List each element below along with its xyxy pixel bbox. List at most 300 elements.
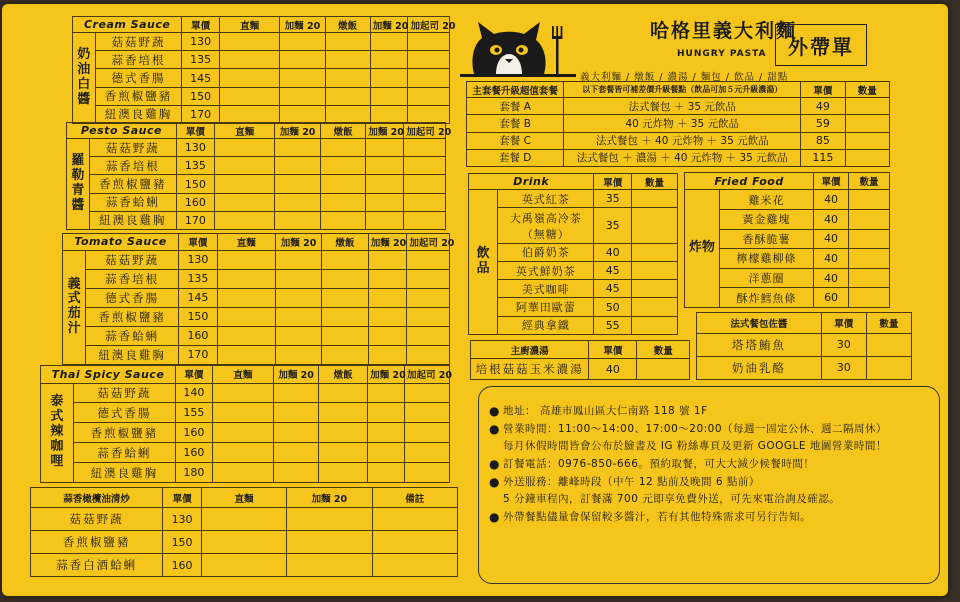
order-qty-cell[interactable]	[366, 193, 404, 211]
order-qty-cell[interactable]	[212, 443, 273, 463]
order-cell[interactable]	[201, 531, 286, 554]
order-cell[interactable]	[845, 115, 889, 132]
order-qty-cell[interactable]	[214, 211, 275, 229]
order-qty-cell[interactable]	[275, 139, 320, 157]
table-row	[41, 423, 450, 443]
item-price: 40	[594, 243, 632, 261]
item-price: 40	[814, 268, 849, 288]
item-price: 160	[176, 193, 214, 211]
order-qty-cell[interactable]	[404, 383, 449, 403]
order-cell[interactable]	[848, 190, 889, 210]
order-qty-cell[interactable]	[322, 269, 368, 288]
header-plain_add: 加麵 20	[275, 123, 320, 139]
item-name: 蒜香培根	[95, 51, 182, 69]
bullet-icon: ●	[489, 404, 500, 418]
order-qty-cell[interactable]	[322, 250, 368, 269]
item-price: 115	[801, 149, 845, 166]
pesto-sauce-name: Pesto Sauce	[67, 123, 177, 139]
sets-title: 主套餐升級超值套餐	[467, 82, 564, 98]
header-price: 單價	[175, 366, 212, 384]
order-qty-cell[interactable]	[220, 51, 280, 69]
order-qty-cell[interactable]	[320, 139, 365, 157]
order-qty-cell[interactable]	[319, 403, 368, 423]
set-name: 套餐 C	[467, 132, 564, 149]
order-qty-cell[interactable]	[319, 443, 368, 463]
header-risotto: 燉飯	[325, 17, 370, 33]
info-text: 外送服務：離峰時段（中午 12 點前及晚間 6 點前）	[503, 475, 760, 488]
header-qty: 數量	[848, 173, 889, 190]
item-name: 伯爵奶茶	[498, 243, 594, 261]
order-qty-cell[interactable]	[407, 345, 450, 364]
note-cell[interactable]	[372, 508, 457, 531]
order-cell[interactable]	[632, 208, 678, 243]
order-qty-cell[interactable]	[368, 423, 405, 443]
table-row	[31, 554, 458, 577]
item-price: 135	[182, 51, 220, 69]
thai-table-grid	[40, 365, 450, 483]
item-name: 紐澳良雞胸	[86, 345, 179, 364]
item-price: 40	[814, 249, 849, 269]
header-risotto_add: 加麵 20	[366, 123, 404, 139]
order-qty-cell[interactable]	[404, 211, 446, 229]
order-cell[interactable]	[848, 249, 889, 269]
table-row	[63, 250, 450, 269]
item-name: 阿華田歐蕾	[498, 298, 594, 316]
order-qty-cell[interactable]	[408, 87, 450, 105]
order-qty-cell[interactable]	[407, 269, 450, 288]
header-risotto_add: 加麵 20	[368, 234, 407, 251]
order-qty-cell[interactable]	[275, 175, 320, 193]
order-cell[interactable]	[632, 298, 678, 316]
order-qty-cell[interactable]	[404, 423, 449, 443]
item-price: 35	[594, 208, 632, 243]
table-row	[67, 193, 446, 211]
item-price: 180	[175, 463, 212, 483]
info-text: 地址： 高雄市鳳山區大仁南路 118 號 1F	[503, 405, 708, 417]
order-qty-cell[interactable]	[404, 463, 449, 483]
order-cell[interactable]	[637, 359, 690, 380]
order-qty-cell[interactable]	[368, 326, 407, 345]
thai-side-label: 泰式辣咖哩	[41, 383, 74, 482]
order-qty-cell[interactable]	[319, 383, 368, 403]
order-cell[interactable]	[632, 261, 678, 279]
order-qty-cell[interactable]	[280, 105, 325, 123]
fried-food-table	[684, 172, 890, 308]
item-price: 150	[179, 307, 218, 326]
order-qty-cell[interactable]	[220, 33, 280, 51]
order-qty-cell[interactable]	[368, 443, 405, 463]
order-qty-cell[interactable]	[320, 193, 365, 211]
order-qty-cell[interactable]	[368, 403, 405, 423]
cream-sauce-table	[72, 16, 456, 124]
order-cell[interactable]	[632, 280, 678, 298]
item-price: 160	[179, 326, 218, 345]
item-name: 香煎椒鹽豬	[95, 87, 182, 105]
cream-sauce-name: Cream Sauce	[73, 17, 182, 33]
table-row	[469, 280, 678, 298]
item-name: 紐澳良雞胸	[89, 211, 176, 229]
item-name: 塔塔鮪魚	[697, 333, 822, 356]
item-name: 菇菇野蔬	[89, 139, 176, 157]
order-qty-cell[interactable]	[325, 33, 370, 51]
order-qty-cell[interactable]	[370, 69, 408, 87]
info-line	[489, 493, 929, 506]
item-price: 30	[821, 333, 866, 356]
order-qty-cell[interactable]	[320, 211, 365, 229]
table-row	[63, 326, 450, 345]
order-qty-cell[interactable]	[212, 463, 273, 483]
item-name: 英式鮮奶茶	[498, 261, 594, 279]
item-name: 蒜香蛤蜊	[86, 326, 179, 345]
order-qty-cell[interactable]	[275, 326, 321, 345]
aglio-table-grid	[30, 487, 458, 577]
order-qty-cell[interactable]	[368, 250, 407, 269]
drink-table-grid	[468, 173, 678, 335]
item-name: 香酥脆薯	[719, 229, 813, 249]
order-qty-cell[interactable]	[280, 87, 325, 105]
item-name: 香煎椒鹽豬	[86, 307, 179, 326]
order-qty-cell[interactable]	[274, 423, 319, 443]
table-row	[73, 69, 450, 87]
order-qty-cell[interactable]	[217, 288, 275, 307]
store-info-box	[478, 386, 940, 584]
item-name: 香煎椒鹽豬	[73, 423, 175, 443]
info-text: 營業時間：11:00～14:00、17:00～20:00（每週一固定公休、週二隔周休）	[503, 422, 888, 435]
order-cell[interactable]	[201, 508, 286, 531]
order-qty-cell[interactable]	[322, 345, 368, 364]
header-plain: 直麵	[220, 17, 280, 33]
order-qty-cell[interactable]	[407, 326, 450, 345]
order-qty-cell[interactable]	[280, 33, 325, 51]
order-qty-cell[interactable]	[370, 51, 408, 69]
order-qty-cell[interactable]	[404, 139, 446, 157]
order-qty-cell[interactable]	[322, 326, 368, 345]
tomato-table-grid	[62, 233, 455, 365]
order-qty-cell[interactable]	[407, 288, 450, 307]
item-price: 170	[182, 105, 220, 123]
bullet-icon: ●	[489, 474, 500, 489]
item-price: 160	[175, 443, 212, 463]
item-price: 130	[176, 139, 214, 157]
item-name: 紐澳良雞胸	[95, 105, 182, 123]
item-price: 145	[179, 288, 218, 307]
header-risotto: 燉飯	[322, 234, 368, 251]
order-qty-cell[interactable]	[217, 326, 275, 345]
info-line	[489, 423, 929, 436]
order-qty-cell[interactable]	[404, 403, 449, 423]
table-row	[73, 33, 450, 51]
order-cell[interactable]	[845, 98, 889, 115]
item-name: 蒜香培根	[86, 269, 179, 288]
header-plain: 直麵	[201, 488, 286, 508]
order-qty-cell[interactable]	[217, 250, 275, 269]
bread-name: 法式餐包佐醬	[697, 313, 822, 334]
table-row	[469, 298, 678, 316]
order-qty-cell[interactable]	[217, 345, 275, 364]
table-row	[67, 139, 446, 157]
drink-side-label: 飲品	[469, 190, 498, 335]
header-plain: 直麵	[212, 366, 273, 384]
order-cell[interactable]	[845, 149, 889, 166]
order-qty-cell[interactable]	[275, 250, 321, 269]
order-qty-cell[interactable]	[408, 69, 450, 87]
order-qty-cell[interactable]	[275, 157, 320, 175]
table-row	[467, 98, 890, 115]
order-qty-cell[interactable]	[212, 383, 273, 403]
header-cheese_add: 加起司 20	[404, 123, 446, 139]
order-qty-cell[interactable]	[274, 383, 319, 403]
set-name: 套餐 A	[467, 98, 564, 115]
order-qty-cell[interactable]	[404, 443, 449, 463]
header-cheese_add: 加起司 20	[404, 366, 449, 384]
order-qty-cell[interactable]	[370, 33, 408, 51]
sets-desc: 以下套餐皆可補差價升級餐點（飲品可加５元升級濃湯）	[564, 82, 801, 98]
order-qty-cell[interactable]	[275, 269, 321, 288]
order-qty-cell[interactable]	[404, 193, 446, 211]
table-row	[469, 316, 678, 334]
header-note: 備註	[372, 488, 457, 508]
pesto-sauce-table	[66, 122, 452, 230]
table-row	[67, 157, 446, 175]
item-price: 145	[182, 69, 220, 87]
cream-side-label: 奶油白醬	[73, 33, 96, 124]
item-price: 170	[176, 211, 214, 229]
item-name: 紐澳良雞胸	[73, 463, 175, 483]
order-qty-cell[interactable]	[368, 345, 407, 364]
order-qty-cell[interactable]	[366, 175, 404, 193]
table-row	[31, 531, 458, 554]
table-row	[73, 51, 450, 69]
order-qty-cell[interactable]	[408, 51, 450, 69]
fried-name: Fried Food	[685, 173, 814, 190]
pesto-side-label: 羅勒青醬	[67, 139, 90, 230]
table-row	[63, 288, 450, 307]
order-cell[interactable]	[287, 531, 372, 554]
item-price: 135	[176, 157, 214, 175]
info-line	[489, 511, 929, 524]
item-price: 85	[801, 132, 845, 149]
aglio-olio-table	[30, 487, 458, 577]
order-cell[interactable]	[866, 356, 911, 379]
order-cell[interactable]	[845, 132, 889, 149]
order-qty-cell[interactable]	[280, 51, 325, 69]
info-text: 5 分鐘車程內，訂餐滿 700 元即享免費外送，可先來電洽詢及確認。	[503, 493, 841, 506]
order-qty-cell[interactable]	[368, 269, 407, 288]
order-qty-cell[interactable]	[322, 288, 368, 307]
set-desc: 法式餐包 ＋ 濃湯 ＋ 40 元炸物 ＋ 35 元飲品	[564, 149, 801, 166]
order-qty-cell[interactable]	[407, 307, 450, 326]
header-qty: 數量	[637, 341, 690, 359]
table-row	[63, 307, 450, 326]
item-name: 洋蔥圈	[719, 268, 813, 288]
note-cell[interactable]	[372, 554, 457, 577]
set-meal-table	[466, 81, 890, 167]
soup-table-grid	[470, 340, 690, 380]
order-qty-cell[interactable]	[325, 87, 370, 105]
order-qty-cell[interactable]	[407, 250, 450, 269]
order-qty-cell[interactable]	[325, 69, 370, 87]
set-name: 套餐 B	[467, 115, 564, 132]
item-price: 40	[814, 190, 849, 210]
header-price: 單價	[821, 313, 866, 334]
order-qty-cell[interactable]	[368, 463, 405, 483]
order-qty-cell[interactable]	[214, 139, 275, 157]
item-price: 55	[594, 316, 632, 334]
order-qty-cell[interactable]	[325, 51, 370, 69]
item-price: 35	[594, 190, 632, 208]
item-name: 蒜香蛤蜊	[73, 443, 175, 463]
order-qty-cell[interactable]	[404, 175, 446, 193]
header-qty: 數量	[866, 313, 911, 334]
order-qty-cell[interactable]	[319, 423, 368, 443]
header-qty: 數量	[632, 174, 678, 190]
order-qty-cell[interactable]	[366, 157, 404, 175]
order-qty-cell[interactable]	[368, 288, 407, 307]
item-name: 菇菇野蔬	[31, 508, 163, 531]
order-qty-cell[interactable]	[275, 345, 321, 364]
table-row	[41, 383, 450, 403]
item-name: 菇菇野蔬	[86, 250, 179, 269]
tomato-sauce-table	[62, 233, 455, 365]
order-qty-cell[interactable]	[408, 33, 450, 51]
header-price: 單價	[182, 17, 220, 33]
order-cell[interactable]	[287, 554, 372, 577]
item-name: 美式咖啡	[498, 280, 594, 298]
order-qty-cell[interactable]	[322, 307, 368, 326]
cat-logo-icon	[460, 18, 576, 80]
item-price: 150	[176, 175, 214, 193]
item-name: 德式香腸	[86, 288, 179, 307]
item-price: 155	[175, 403, 212, 423]
order-qty-cell[interactable]	[217, 269, 275, 288]
order-cell[interactable]	[848, 288, 889, 308]
order-qty-cell[interactable]	[275, 211, 320, 229]
order-qty-cell[interactable]	[408, 105, 450, 123]
order-qty-cell[interactable]	[214, 157, 275, 175]
order-qty-cell[interactable]	[220, 87, 280, 105]
soup-name: 主廚濃湯	[471, 341, 589, 359]
order-qty-cell[interactable]	[370, 87, 408, 105]
item-name: 菇菇野蔬	[95, 33, 182, 51]
header-price: 單價	[814, 173, 849, 190]
bullet-icon: ●	[489, 421, 500, 436]
item-name: 香煎椒鹽豬	[89, 175, 176, 193]
order-qty-cell[interactable]	[325, 105, 370, 123]
order-cell[interactable]	[632, 190, 678, 208]
order-qty-cell[interactable]	[214, 175, 275, 193]
info-text: 外帶餐點儘量會保留較多醬汁，若有其他特殊需求可另行告知。	[503, 510, 811, 523]
item-name: 蒜香白酒蛤蜊	[31, 554, 163, 577]
item-price: 45	[594, 261, 632, 279]
order-qty-cell[interactable]	[404, 157, 446, 175]
order-qty-cell[interactable]	[370, 105, 408, 123]
order-qty-cell[interactable]	[275, 288, 321, 307]
set-desc: 40 元炸物 ＋ 35 元飲品	[564, 115, 801, 132]
info-text: 訂餐電話：0976-850-666。預約取餐，可大大減少候餐時間！	[503, 457, 815, 470]
menu-paper	[2, 4, 948, 596]
cream-table-grid	[72, 16, 456, 124]
order-qty-cell[interactable]	[280, 69, 325, 87]
order-qty-cell[interactable]	[320, 175, 365, 193]
order-qty-cell[interactable]	[366, 139, 404, 157]
table-row	[67, 211, 446, 229]
order-cell[interactable]	[848, 229, 889, 249]
order-cell[interactable]	[632, 316, 678, 334]
order-qty-cell[interactable]	[320, 157, 365, 175]
item-name: 蒜香培根	[89, 157, 176, 175]
header-price: 單價	[163, 488, 201, 508]
thai-sauce-name: Thai Spicy Sauce	[41, 366, 176, 384]
order-cell[interactable]	[201, 554, 286, 577]
item-price: 60	[814, 288, 849, 308]
takeout-label: 外帶單	[775, 24, 867, 66]
table-row	[41, 463, 450, 483]
item-price: 150	[182, 87, 220, 105]
order-qty-cell[interactable]	[368, 307, 407, 326]
table-row	[697, 356, 912, 379]
order-qty-cell[interactable]	[220, 69, 280, 87]
bullet-icon: ●	[489, 509, 500, 524]
order-qty-cell[interactable]	[214, 193, 275, 211]
item-name: 香煎椒鹽豬	[31, 531, 163, 554]
order-qty-cell[interactable]	[274, 463, 319, 483]
item-price: 160	[175, 423, 212, 443]
order-qty-cell[interactable]	[319, 463, 368, 483]
table-row	[469, 261, 678, 279]
item-price: 170	[179, 345, 218, 364]
info-line	[489, 476, 929, 489]
item-price: 160	[163, 554, 201, 577]
order-qty-cell[interactable]	[212, 403, 273, 423]
order-cell[interactable]	[866, 333, 911, 356]
item-price: 130	[182, 33, 220, 51]
aglio-name: 蒜香橄欖油清炒	[31, 488, 163, 508]
order-qty-cell[interactable]	[366, 211, 404, 229]
order-qty-cell[interactable]	[274, 403, 319, 423]
header-add: 加麵 20	[287, 488, 372, 508]
order-cell[interactable]	[287, 508, 372, 531]
item-name: 大禹嶺高冷茶（無糖）	[498, 208, 594, 243]
order-qty-cell[interactable]	[217, 307, 275, 326]
item-price: 135	[179, 269, 218, 288]
item-name: 蒜香蛤蜊	[89, 193, 176, 211]
order-cell[interactable]	[848, 209, 889, 229]
item-price: 50	[594, 298, 632, 316]
order-cell[interactable]	[632, 243, 678, 261]
header-risotto_add: 加麵 20	[368, 366, 405, 384]
note-cell[interactable]	[372, 531, 457, 554]
info-line	[489, 458, 929, 471]
header-risotto_add: 加麵 20	[370, 17, 408, 33]
item-name: 德式香腸	[73, 403, 175, 423]
item-name: 黃金雞塊	[719, 209, 813, 229]
order-cell[interactable]	[848, 268, 889, 288]
header-price: 單價	[176, 123, 214, 139]
drink-table	[468, 173, 678, 335]
header-cheese_add: 加起司 20	[407, 234, 450, 251]
order-qty-cell[interactable]	[275, 193, 320, 211]
info-line	[489, 440, 929, 453]
set-name: 套餐 D	[467, 149, 564, 166]
order-qty-cell[interactable]	[220, 105, 280, 123]
item-name: 酥炸鱈魚條	[719, 288, 813, 308]
order-qty-cell[interactable]	[275, 307, 321, 326]
order-qty-cell[interactable]	[212, 423, 273, 443]
order-qty-cell[interactable]	[274, 443, 319, 463]
header-price: 單價	[589, 341, 637, 359]
header-plain_add: 加麵 20	[274, 366, 319, 384]
order-qty-cell[interactable]	[368, 383, 405, 403]
